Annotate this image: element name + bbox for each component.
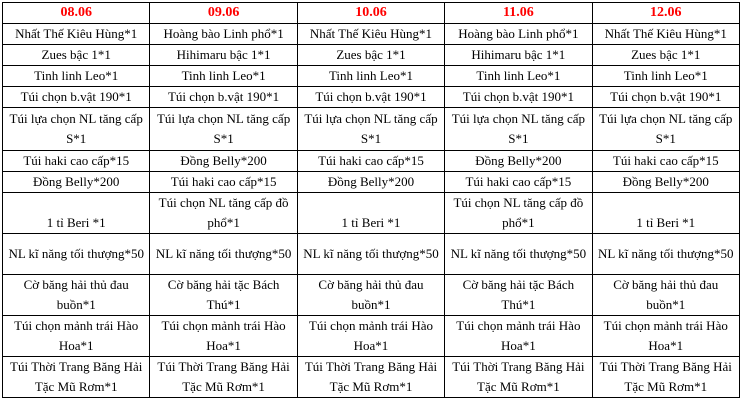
table-cell: Hihimaru bậc 1*1	[150, 45, 297, 66]
table-cell: Zues bậc 1*1	[297, 45, 444, 66]
table-cell: Cờ băng hải thủ đau buồn*1	[297, 275, 444, 316]
table-cell: Túi haki cao cấp*15	[592, 151, 739, 172]
table-cell: Đồng Belly*200	[3, 172, 150, 193]
table-cell: Hoàng bào Linh phổ*1	[445, 24, 592, 45]
table-cell: Túi lựa chọn NL tăng cấp S*1	[3, 108, 150, 151]
table-cell: Túi chọn mảnh trái Hào Hoa*1	[445, 316, 592, 357]
table-cell: NL kĩ năng tối thượng*50	[150, 234, 297, 275]
date-header: 08.06	[3, 3, 150, 24]
table-cell: 1 tỉ Beri *1	[3, 193, 150, 234]
table-cell: 1 tỉ Beri *1	[297, 193, 444, 234]
table-cell: Túi chọn b.vật 190*1	[150, 87, 297, 108]
table-cell: Túi lựa chọn NL tăng cấp S*1	[445, 108, 592, 151]
table-cell: Nhất Thế Kiêu Hùng*1	[592, 24, 739, 45]
table-cell: Đồng Belly*200	[150, 151, 297, 172]
table-cell: NL kĩ năng tối thượng*50	[297, 234, 444, 275]
table-cell: Tinh linh Leo*1	[297, 66, 444, 87]
table-row	[3, 87, 740, 108]
table-cell: Tinh linh Leo*1	[592, 66, 739, 87]
date-header: 11.06	[445, 3, 592, 24]
table-cell: Túi haki cao cấp*15	[3, 151, 150, 172]
reward-table	[2, 2, 740, 398]
table-cell: Zues bậc 1*1	[3, 45, 150, 66]
table-cell: Túi chọn NL tăng cấp đồ phổ*1	[445, 193, 592, 234]
table-cell: Cờ băng hải tặc Bách Thú*1	[150, 275, 297, 316]
table-cell: Túi lựa chọn NL tăng cấp S*1	[592, 108, 739, 151]
table-cell: Túi chọn mảnh trái Hào Hoa*1	[3, 316, 150, 357]
table-row	[3, 108, 740, 151]
table-row	[3, 357, 740, 398]
table-cell: Túi chọn b.vật 190*1	[592, 87, 739, 108]
table-row	[3, 275, 740, 316]
table-cell: Túi lựa chọn NL tăng cấp S*1	[297, 108, 444, 151]
table-cell: Đồng Belly*200	[592, 172, 739, 193]
table-cell: Túi Thời Trang Băng Hải Tặc Mũ Rơm*1	[297, 357, 444, 398]
table-cell: Nhất Thế Kiêu Hùng*1	[3, 24, 150, 45]
table-row	[3, 316, 740, 357]
table-cell: Túi Thời Trang Băng Hải Tặc Mũ Rơm*1	[150, 357, 297, 398]
table-cell: Túi Thời Trang Băng Hải Tặc Mũ Rơm*1	[592, 357, 739, 398]
table-cell: Zues bậc 1*1	[592, 45, 739, 66]
date-header: 12.06	[592, 3, 739, 24]
table-cell: Túi lựa chọn NL tăng cấp S*1	[150, 108, 297, 151]
table-cell: Tinh linh Leo*1	[150, 66, 297, 87]
table-cell: NL kĩ năng tối thượng*50	[445, 234, 592, 275]
table-cell: Cờ băng hải tặc Bách Thú*1	[445, 275, 592, 316]
table-row	[3, 45, 740, 66]
table-cell: Hoàng bào Linh phổ*1	[150, 24, 297, 45]
table-cell: NL kĩ năng tối thượng*50	[592, 234, 739, 275]
table-row	[3, 24, 740, 45]
table-cell: Túi chọn mảnh trái Hào Hoa*1	[592, 316, 739, 357]
table-cell: Cờ băng hải thủ đau buồn*1	[3, 275, 150, 316]
table-cell: 1 tỉ Beri *1	[592, 193, 739, 234]
table-cell: Túi chọn mảnh trái Hào Hoa*1	[150, 316, 297, 357]
table-cell: Nhất Thế Kiêu Hùng*1	[297, 24, 444, 45]
table-cell: Túi haki cao cấp*15	[150, 172, 297, 193]
table-cell: Túi Thời Trang Băng Hải Tặc Mũ Rơm*1	[3, 357, 150, 398]
table-row	[3, 66, 740, 87]
table-cell: Túi chọn b.vật 190*1	[3, 87, 150, 108]
table-cell: Túi Thời Trang Băng Hải Tặc Mũ Rơm*1	[445, 357, 592, 398]
table-cell: Cờ băng hải thủ đau buồn*1	[592, 275, 739, 316]
table-row	[3, 193, 740, 234]
date-header: 09.06	[150, 3, 297, 24]
table-cell: Đồng Belly*200	[445, 151, 592, 172]
table-row	[3, 172, 740, 193]
table-cell: Tinh linh Leo*1	[3, 66, 150, 87]
table-cell: NL kĩ năng tối thượng*50	[3, 234, 150, 275]
table-row	[3, 234, 740, 275]
table-row	[3, 151, 740, 172]
table-cell: Túi chọn b.vật 190*1	[445, 87, 592, 108]
table-cell: Hihimaru bậc 1*1	[445, 45, 592, 66]
table-cell: Túi haki cao cấp*15	[445, 172, 592, 193]
date-header-row	[3, 3, 740, 24]
table-cell: Túi haki cao cấp*15	[297, 151, 444, 172]
table-cell: Túi chọn NL tăng cấp đồ phổ*1	[150, 193, 297, 234]
date-header: 10.06	[297, 3, 444, 24]
table-cell: Túi chọn b.vật 190*1	[297, 87, 444, 108]
table-cell: Tinh linh Leo*1	[445, 66, 592, 87]
table-cell: Túi chọn mảnh trái Hào Hoa*1	[297, 316, 444, 357]
table-cell: Đồng Belly*200	[297, 172, 444, 193]
reward-schedule	[2, 2, 739, 403]
